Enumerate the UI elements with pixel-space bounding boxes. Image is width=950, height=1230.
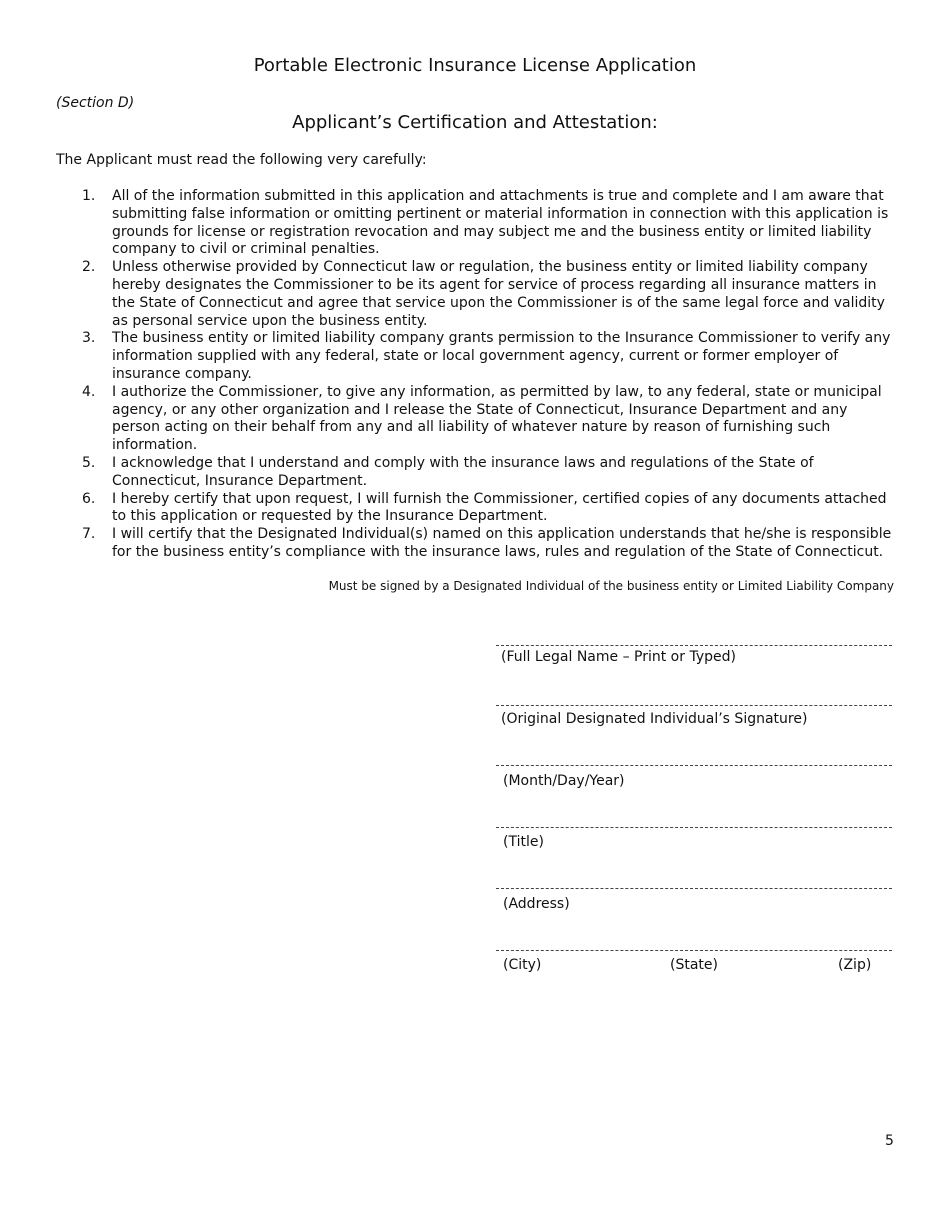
item-number: 3. <box>82 330 96 347</box>
certification-heading: Applicant’s Certification and Attestation: <box>292 112 658 133</box>
item-number: 1. <box>82 188 96 204</box>
item-text: Unless otherwise provided by Connecticut law or regulation, the business entity or limited liability company hereby designates the Commissioner to be its agent for service of process regarding all insurance matters in the State of Connecticut and agree that service upon the Commissioner is of the same legal force and validity as personal service upon the business entity. <box>112 259 885 329</box>
state-label: (State) <box>670 957 718 973</box>
certification-item <box>82 188 897 259</box>
document-title: Portable Electronic Insurance License Application <box>253 55 697 76</box>
item-number: 6. <box>82 490 96 507</box>
title-line[interactable] <box>496 827 892 828</box>
item-text: I authorize the Commissioner, to give any information, as permitted by law, to any federal, state or municipal agency, or any other organization and I release the State of Connecticut, Insurance Department and any person acting on their behalf from any and all liability of whatever nature by reason of furnishing such information. <box>112 383 882 454</box>
item-number: 2. <box>82 259 96 276</box>
item-number: 4. <box>82 383 96 400</box>
certification-item <box>82 526 897 562</box>
signature-line[interactable] <box>496 705 892 706</box>
title-label: (Title) <box>503 834 544 850</box>
certification-item <box>82 491 897 527</box>
item-text: I hereby certify that upon request, I will furnish the Commissioner, certified copies of any documents attached to this application or requested by the Insurance Department. <box>112 490 887 525</box>
date-label: (Month/Day/Year) <box>503 773 625 789</box>
certification-list <box>82 188 897 562</box>
item-text: I acknowledge that I understand and comply with the insurance laws and regulations of the State of Connecticut, Insurance Department. <box>112 454 814 489</box>
address-line[interactable] <box>496 888 892 889</box>
certification-item <box>82 259 897 330</box>
page-number: 5 <box>885 1133 894 1149</box>
city-label: (City) <box>503 957 542 973</box>
city-state-zip-line[interactable] <box>496 950 892 951</box>
item-text: All of the information submitted in this application and attachments is true and complete and I am aware that submitting false information or omitting pertinent or material information in connection with this application is grounds for license or registration revocation and may subject me and the business entity or limited liability company to civil or criminal penalties. <box>112 188 889 258</box>
signature-label: (Original Designated Individual’s Signature) <box>501 711 808 727</box>
certification-item <box>82 384 897 455</box>
signature-note: Must be signed by a Designated Individual of the business entity or Limited Liability Company <box>328 579 894 593</box>
address-label: (Address) <box>503 896 570 912</box>
intro-text: The Applicant must read the following very carefully: <box>56 152 427 168</box>
zip-label: (Zip) <box>838 957 872 973</box>
date-line[interactable] <box>496 765 892 766</box>
section-label: (Section D) <box>56 95 135 111</box>
full-name-line[interactable] <box>496 645 892 646</box>
item-text: I will certify that the Designated Individual(s) named on this application understands that he/she is responsible for the business entity’s compliance with the insurance laws, rules and regulation of the State of Connecticut. <box>112 526 892 560</box>
item-number: 7. <box>82 526 96 543</box>
full-name-label: (Full Legal Name – Print or Typed) <box>501 649 736 665</box>
item-text: The business entity or limited liability company grants permission to the Insurance Commissioner to verify any information supplied with any federal, state or local government agency, current or former employer of insurance company. <box>112 330 891 382</box>
item-number: 5. <box>82 454 96 471</box>
certification-item <box>82 455 897 491</box>
certification-item <box>82 330 897 383</box>
